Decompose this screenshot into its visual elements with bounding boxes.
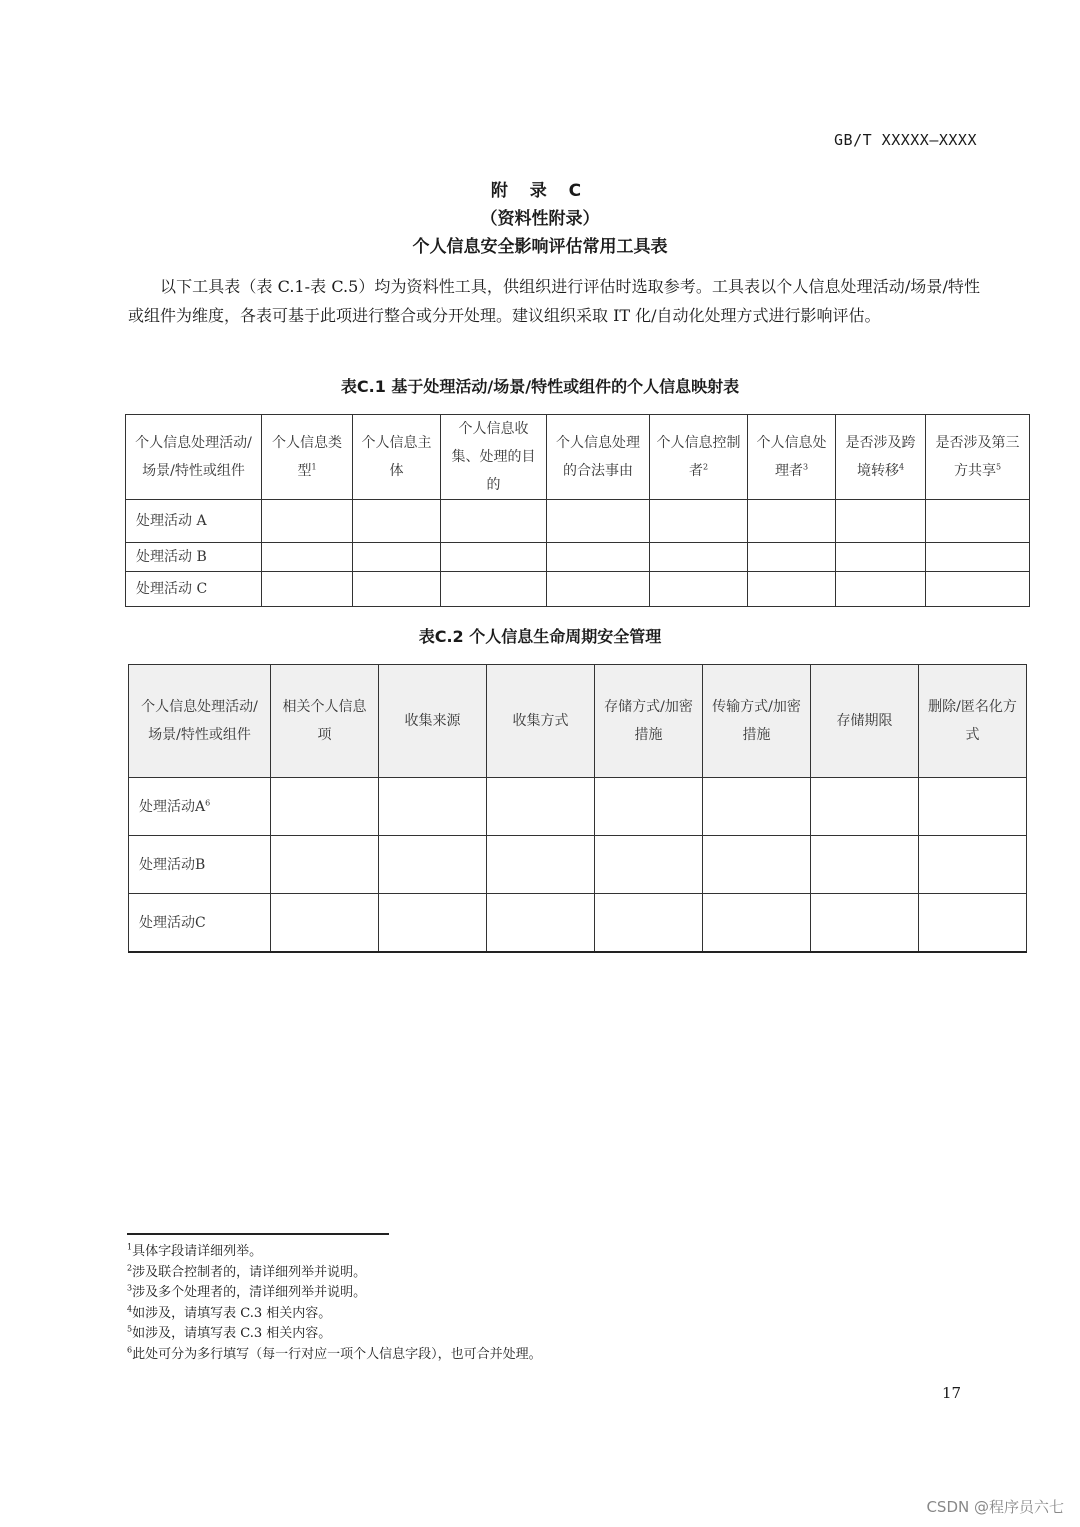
- table-cell[interactable]: [703, 778, 811, 836]
- appendix-subtitle: （资料性附录）: [480, 209, 600, 229]
- table-row: [129, 778, 1027, 836]
- table-cell[interactable]: [919, 778, 1027, 836]
- row-label: 处理活动 A: [126, 500, 262, 543]
- table-cell[interactable]: [595, 894, 703, 953]
- watermark: CSDN @程序员六七: [926, 1498, 1064, 1516]
- footnotes: [127, 1242, 542, 1365]
- table-c2-header: 传输方式/加密措施: [703, 665, 811, 778]
- table-cell[interactable]: [748, 500, 836, 543]
- table-cell[interactable]: [262, 572, 353, 607]
- table-c1-header: 个人信息主体: [353, 415, 441, 500]
- table-c2-header: 存储方式/加密措施: [595, 665, 703, 778]
- table-c2-header: 个人信息处理活动/场景/特性或组件: [129, 665, 271, 778]
- table-cell[interactable]: [262, 543, 353, 572]
- table2-caption: 表C.2 个人信息生命周期安全管理: [418, 627, 662, 646]
- table-c1-header: 个人信息控制者$^2$: [650, 415, 748, 500]
- footnote: $^3$涉及多个处理者的，清详细列举并说明。: [127, 1283, 367, 1300]
- table-cell[interactable]: [271, 894, 379, 953]
- appendix-title: 附 录 C: [490, 181, 590, 201]
- table-c1-header: 个人信息收集、处理的目的: [441, 415, 547, 500]
- table-cell[interactable]: [650, 543, 748, 572]
- table-cell[interactable]: [919, 894, 1027, 953]
- row-label: 处理活动C: [129, 894, 271, 953]
- table-cell[interactable]: [353, 572, 441, 607]
- table-cell[interactable]: [748, 543, 836, 572]
- row-label: 处理活动 C: [126, 572, 262, 607]
- table-c2-header: 收集来源: [379, 665, 487, 778]
- table-cell[interactable]: [353, 500, 441, 543]
- table-cell[interactable]: [379, 778, 487, 836]
- table-c1-header-row: [126, 415, 1030, 500]
- row-label: 处理活动B: [129, 836, 271, 894]
- table-cell[interactable]: [441, 543, 547, 572]
- table-cell[interactable]: [748, 572, 836, 607]
- table-c2-header: 收集方式: [487, 665, 595, 778]
- table-cell[interactable]: [650, 500, 748, 543]
- table-cell[interactable]: [811, 894, 919, 953]
- table-cell[interactable]: [271, 778, 379, 836]
- table-cell[interactable]: [487, 836, 595, 894]
- table-cell[interactable]: [836, 543, 926, 572]
- table-c2-header: 存储期限: [811, 665, 919, 778]
- table-row: [126, 543, 1030, 572]
- table-c1-header: 个人信息处理活动/场景/特性或组件: [126, 415, 262, 500]
- table-cell[interactable]: [271, 836, 379, 894]
- table-c1-header: 个人信息类型$^1$: [262, 415, 353, 500]
- row-label: 处理活动$A^6$: [129, 778, 271, 836]
- table-cell[interactable]: [811, 778, 919, 836]
- footnote: $^4$如涉及，请填写表 C.3 相关内容。: [127, 1304, 332, 1321]
- footnote: $^5$如涉及，请填写表 C.3 相关内容。: [127, 1324, 332, 1341]
- table-cell[interactable]: [926, 543, 1030, 572]
- table-cell[interactable]: [262, 500, 353, 543]
- table-c1-header: 是否涉及跨境转移$^4$: [836, 415, 926, 500]
- table-c1-header: 是否涉及第三方共享$^5$: [926, 415, 1030, 500]
- appendix-name: 个人信息安全影响评估常用工具表: [412, 237, 668, 257]
- table-cell[interactable]: [487, 894, 595, 953]
- footnote: $^1$具体字段请详细列举。: [127, 1242, 263, 1259]
- table-c2-header: 相关个人信息项: [271, 665, 379, 778]
- table-row: [129, 894, 1027, 953]
- table-cell[interactable]: [703, 836, 811, 894]
- table-cell[interactable]: [547, 543, 650, 572]
- table-cell[interactable]: [353, 543, 441, 572]
- table-cell[interactable]: [595, 778, 703, 836]
- table-cell[interactable]: [703, 894, 811, 953]
- table-cell[interactable]: [919, 836, 1027, 894]
- table-cell[interactable]: [441, 500, 547, 543]
- table-cell[interactable]: [926, 500, 1030, 543]
- table-row: [126, 572, 1030, 607]
- standard-code: GB/T XXXXX—XXXX: [834, 131, 977, 149]
- page-number: 17: [942, 1384, 962, 1402]
- table-c2-header: 删除/匿名化方式: [919, 665, 1027, 778]
- table-cell[interactable]: [811, 836, 919, 894]
- footnote-divider: [127, 1233, 389, 1235]
- table-cell[interactable]: [487, 778, 595, 836]
- table-cell[interactable]: [547, 572, 650, 607]
- footnote: $^6$此处可分为多行填写（每一行对应一项个人信息字段），也可合并处理。: [127, 1345, 542, 1362]
- table-cell[interactable]: [836, 500, 926, 543]
- table-cell[interactable]: [441, 572, 547, 607]
- table-cell[interactable]: [547, 500, 650, 543]
- row-label: 处理活动 B: [126, 543, 262, 572]
- table-c2: [128, 664, 1027, 953]
- intro-paragraph: 以下工具表（表 C.1-表 C.5）均为资料性工具，供组织进行评估时选取参考。工具表以个人信息处理活动/场景/特性或组件为维度，各表可基于此项进行整合或分开处理。建议组织采取 IT 化/自动化处理方式进行影响评估。: [128, 277, 980, 325]
- table-cell[interactable]: [836, 572, 926, 607]
- table1-caption: 表C.1 基于处理活动/场景/特性或组件的个人信息映射表: [340, 377, 740, 396]
- table-cell[interactable]: [379, 894, 487, 953]
- table-cell[interactable]: [926, 572, 1030, 607]
- footnote: $^2$涉及联合控制者的，请详细列举并说明。: [127, 1263, 367, 1280]
- table-c2-header-row: [129, 665, 1027, 778]
- table-row: [126, 500, 1030, 543]
- table-c1-header: 个人信息处理的合法事由: [547, 415, 650, 500]
- table-row: [129, 836, 1027, 894]
- table-c1: [125, 414, 1030, 607]
- table-c1-header: 个人信息处理者$^3$: [748, 415, 836, 500]
- table-cell[interactable]: [379, 836, 487, 894]
- table-cell[interactable]: [595, 836, 703, 894]
- table-cell[interactable]: [650, 572, 748, 607]
